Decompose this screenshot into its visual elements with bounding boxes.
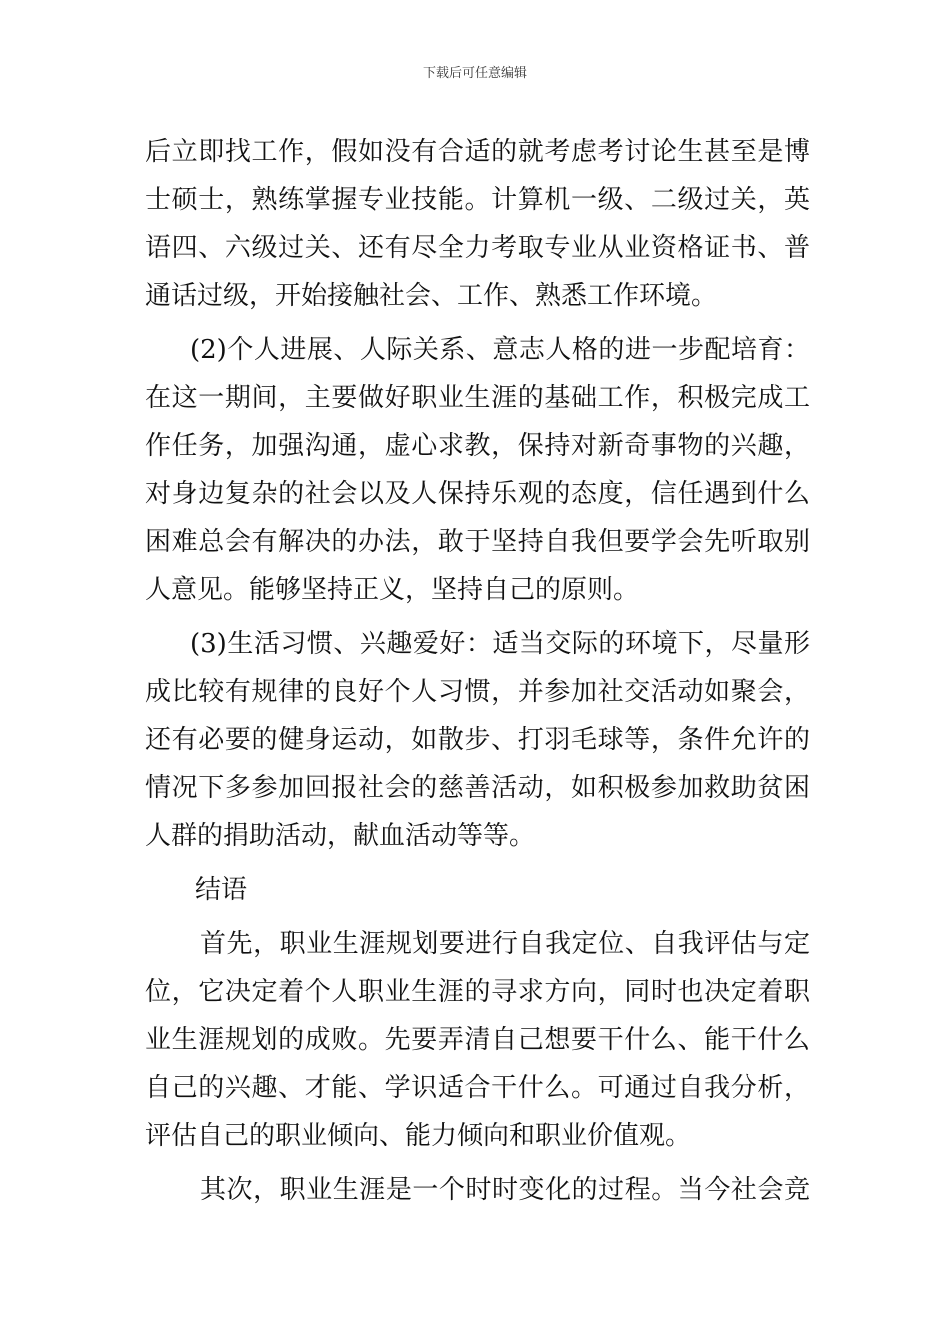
text-line: 业生涯规划的成败。先要弄清自己想要干什么、能干什么 (145, 1025, 810, 1055)
section-heading (145, 866, 810, 914)
text-line: 位，它决定着个人职业生涯的寻求方向，同时也决定着职 (145, 977, 810, 1007)
paragraph (145, 128, 810, 320)
paragraph (145, 1166, 810, 1214)
text-line: 情况下多参加回报社会的慈善活动，如积极参加救助贫困 (145, 773, 810, 803)
paragraph (145, 620, 810, 860)
text-line: 其次，职业生涯是一个时时变化的过程。当今社会竞 (200, 1175, 810, 1205)
text-line: 自己的兴趣、才能、学识适合干什么。可通过自我分析， (145, 1073, 810, 1103)
heading-text: 结语 (195, 875, 248, 905)
text-line: 首先，职业生涯规划要进行自我定位、自我评估与定 (200, 929, 810, 959)
text-line: 人意见。能够坚持正义，坚持自己的原则。 (145, 575, 640, 605)
text-line: (3)生活习惯、兴趣爱好：适当交际的环境下，尽量形 (190, 629, 810, 659)
text-line: 在这一期间，主要做好职业生涯的基础工作，积极完成工 (145, 383, 810, 413)
text-line: 还有必要的健身运动，如散步、打羽毛球等，条件允许的 (145, 725, 810, 755)
paragraph (145, 920, 810, 1160)
text-line: 后立即找工作，假如没有合适的就考虑考讨论生甚至是博 (145, 137, 810, 167)
paragraph (145, 326, 810, 614)
text-line: 人群的捐助活动，献血活动等等。 (145, 821, 536, 851)
text-line: 对身边复杂的社会以及人保持乐观的态度，信任遇到什么 (145, 479, 810, 509)
text-line: 士硕士，熟练掌握专业技能。计算机一级、二级过关，英 (145, 185, 810, 215)
text-line: 困难总会有解决的办法，敢于坚持自我但要学会先听取别 (145, 527, 810, 557)
text-line: 成比较有规律的良好个人习惯，并参加社交活动如聚会， (145, 677, 810, 707)
document-body (145, 128, 810, 1214)
text-line: 通话过级，开始接触社会、工作、熟悉工作环境。 (145, 281, 718, 311)
page-header: 下载后可任意编辑 (422, 66, 527, 81)
text-line: 评估自己的职业倾向、能力倾向和职业价值观。 (145, 1121, 692, 1151)
text-line: 语四、六级过关、还有尽全力考取专业从业资格证书、普 (145, 233, 810, 263)
text-line: 作任务，加强沟通，虚心求教，保持对新奇事物的兴趣， (145, 431, 810, 461)
text-line: (2)个人进展、人际关系、意志人格的进一步配培育： (190, 335, 810, 365)
